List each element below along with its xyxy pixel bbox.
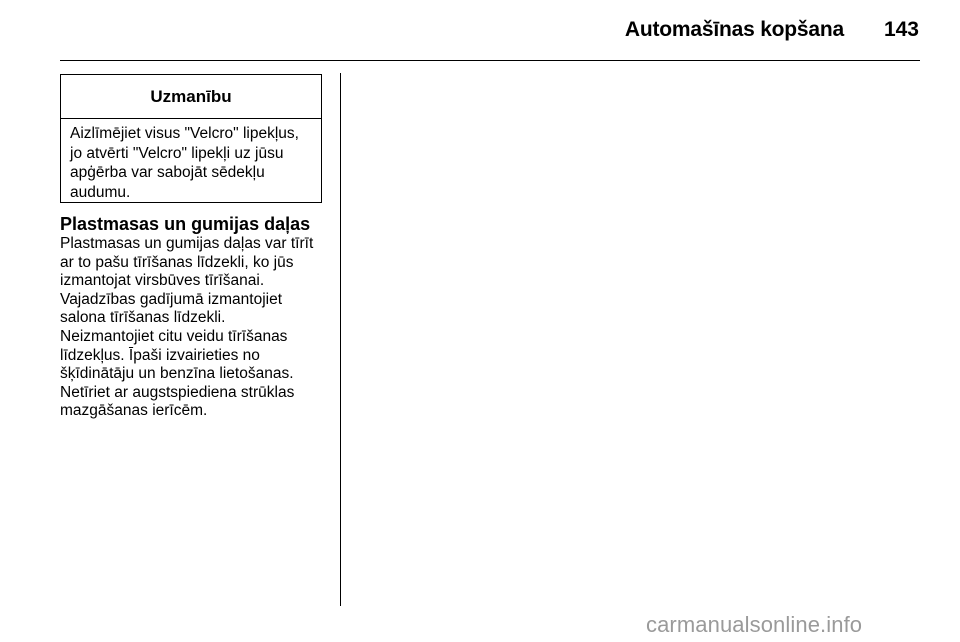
watermark-text: carmanualsonline.info (646, 612, 863, 637)
body-line: ar to pašu tīrīšanas līdzekli, ko jūs (60, 253, 294, 271)
body-line: mazgāšanas ierīcēm. (60, 402, 208, 420)
body-line: Vajadzības gadījumā izmantojiet (60, 290, 283, 308)
warning-line: audumu. (70, 183, 131, 201)
page-number: 143 (883, 18, 919, 41)
warning-line: Aizlīmējiet visus "Velcro" lipekļus, (70, 125, 299, 142)
warning-line: apģērba var sabojāt sēdekļu (70, 164, 265, 181)
warning-title: Uzmanību (61, 75, 321, 119)
page-header (60, 14, 920, 48)
page-title: Automašīnas kopšana (624, 18, 844, 41)
body-line: Plastmasas un gumijas daļas var tīrīt (60, 235, 314, 252)
warning-text (61, 119, 321, 202)
body-line: līdzekļus. Īpaši izvairieties no (60, 346, 260, 364)
section-body (60, 235, 335, 421)
header-rule (60, 60, 920, 61)
body-line: Netīriet ar augstspiediena strūklas (60, 383, 295, 401)
warning-line: jo atvērti "Velcro" lipekļi uz jūsu (70, 144, 284, 162)
warning-box (60, 74, 322, 203)
body-line: šķīdinātāju un benzīna lietošanas. (60, 365, 294, 383)
body-line: izmantojat virsbūves tīrīšanai. (60, 272, 265, 290)
column-divider (340, 73, 341, 606)
section-heading: Plastmasas un gumijas daļas (60, 214, 311, 234)
body-line: salona tīrīšanas līdzekli. (60, 309, 226, 327)
body-line: Neizmantojiet citu veidu tīrīšanas (60, 327, 288, 345)
